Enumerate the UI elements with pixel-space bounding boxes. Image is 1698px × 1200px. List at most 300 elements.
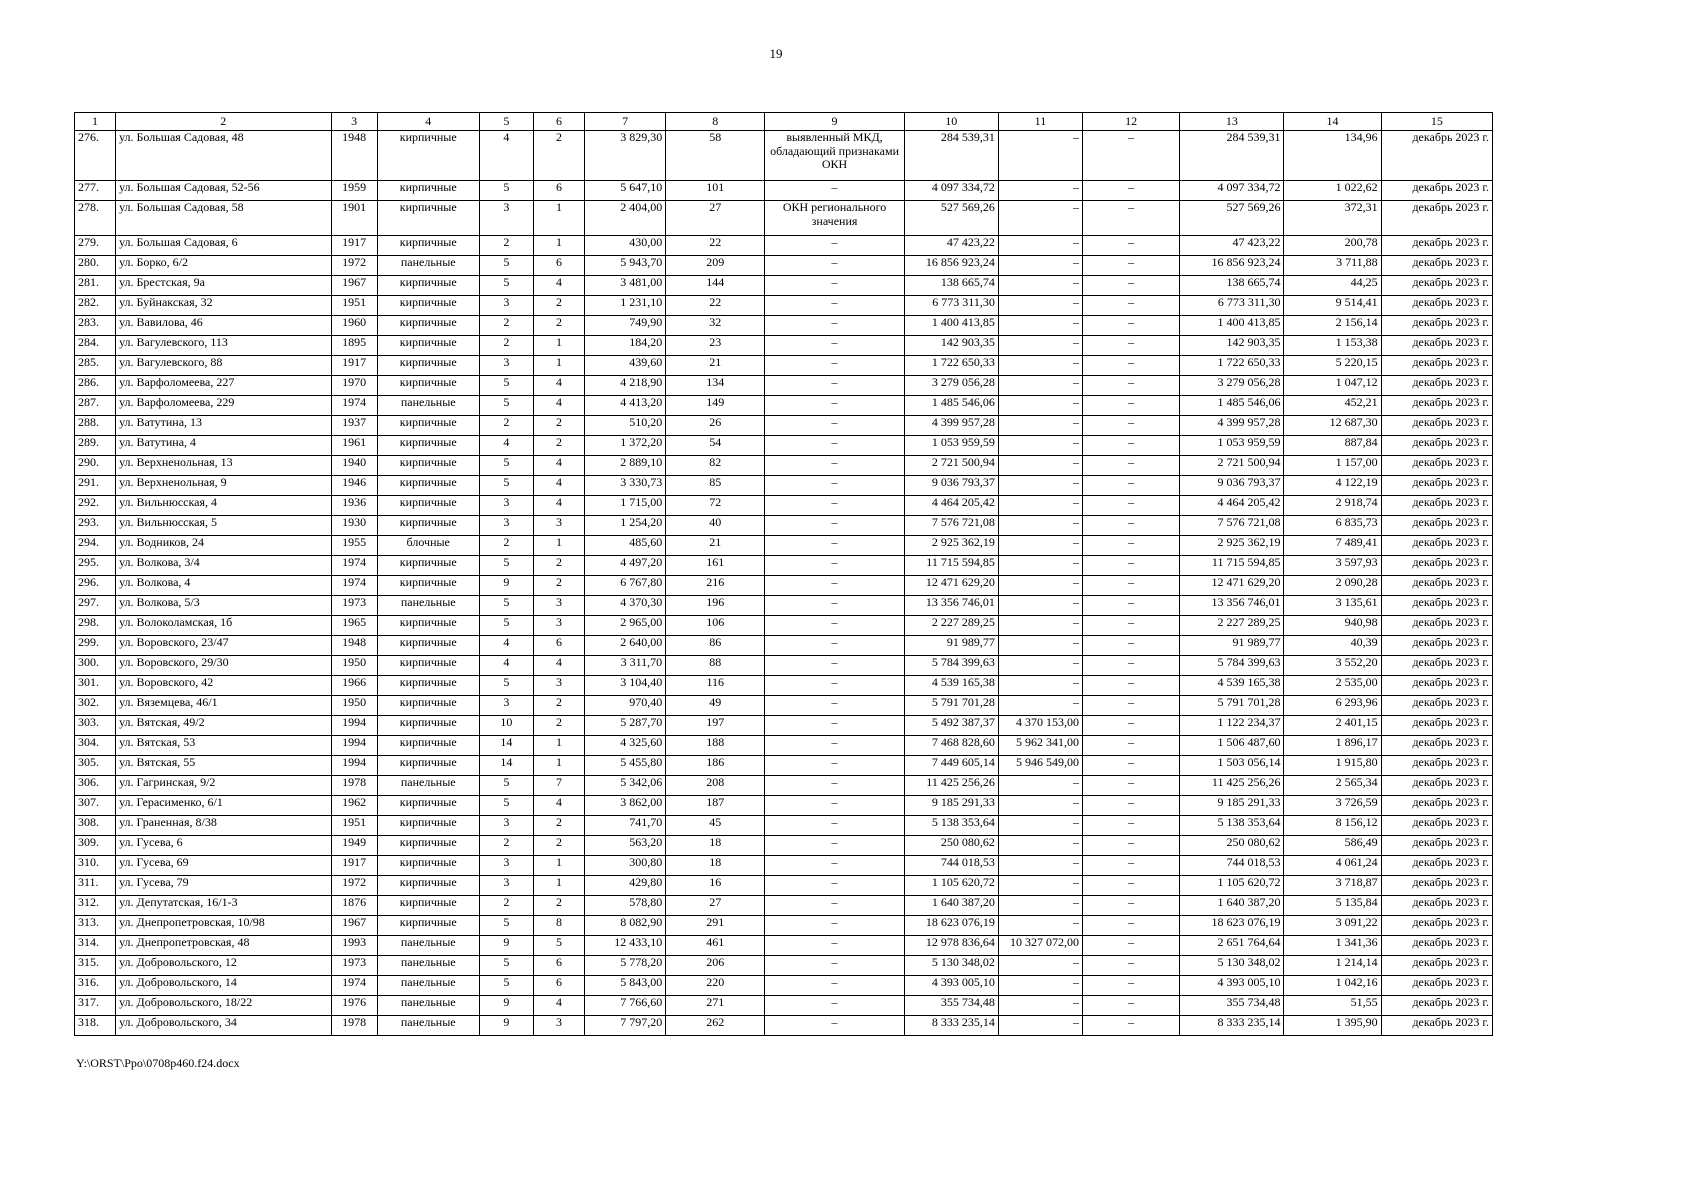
table-row — [75, 456, 1493, 476]
table-cell: 186 — [666, 756, 765, 776]
table-cell: 289. — [75, 436, 116, 456]
table-cell: 1937 — [331, 416, 377, 436]
table-cell: декабрь 2023 г. — [1381, 816, 1492, 836]
table-cell: 3 279 056,28 — [1180, 376, 1284, 396]
table-cell: 5 130 348,02 — [1180, 956, 1284, 976]
table-cell: 18 — [666, 836, 765, 856]
table-cell: панельные — [377, 256, 479, 276]
table-cell: 5 791 701,28 — [904, 696, 998, 716]
table-cell: 4 393 005,10 — [1180, 976, 1284, 996]
table-cell: – — [1083, 956, 1180, 976]
table-cell: – — [998, 1016, 1082, 1036]
table-cell: кирпичные — [377, 476, 479, 496]
table-cell: 9 — [479, 936, 533, 956]
table-cell: – — [765, 776, 904, 796]
table-cell: 1 047,12 — [1284, 376, 1381, 396]
table-cell: 3 — [533, 1016, 584, 1036]
table-cell: 3 — [533, 516, 584, 536]
table-cell: ул. Депутатская, 16/1-3 — [116, 896, 331, 916]
table-cell: декабрь 2023 г. — [1381, 201, 1492, 236]
table-cell: 4 399 957,28 — [904, 416, 998, 436]
table-cell: 4 497,20 — [585, 556, 666, 576]
table-row — [75, 976, 1493, 996]
table-cell: 4 393 005,10 — [904, 976, 998, 996]
table-cell: 300,80 — [585, 856, 666, 876]
table-cell: 2 — [533, 316, 584, 336]
table-cell: ул. Гусева, 69 — [116, 856, 331, 876]
table-cell: кирпичные — [377, 356, 479, 376]
table-cell: – — [765, 316, 904, 336]
table-cell: 220 — [666, 976, 765, 996]
table-row — [75, 436, 1493, 456]
table-cell: 527 569,26 — [904, 201, 998, 236]
table-cell: 2 — [533, 696, 584, 716]
table-cell: декабрь 2023 г. — [1381, 616, 1492, 636]
table-cell: панельные — [377, 956, 479, 976]
table-cell: ул. Воровского, 23/47 — [116, 636, 331, 656]
table-cell: – — [998, 336, 1082, 356]
column-header: 8 — [666, 113, 765, 131]
table-cell: 284 539,31 — [904, 131, 998, 181]
table-cell: 4 464 205,42 — [1180, 496, 1284, 516]
table-cell: 184,20 — [585, 336, 666, 356]
table-cell: декабрь 2023 г. — [1381, 776, 1492, 796]
table-cell: 3 — [479, 296, 533, 316]
table-cell: 1959 — [331, 181, 377, 201]
table-cell: 47 423,22 — [904, 236, 998, 256]
table-cell: 4 — [533, 396, 584, 416]
table-cell: 527 569,26 — [1180, 201, 1284, 236]
table-cell: кирпичные — [377, 316, 479, 336]
table-cell: 7 766,60 — [585, 996, 666, 1016]
table-cell: декабрь 2023 г. — [1381, 716, 1492, 736]
table-cell: декабрь 2023 г. — [1381, 416, 1492, 436]
column-header: 10 — [904, 113, 998, 131]
table-cell: 2 — [533, 131, 584, 181]
table-cell: 5 — [479, 796, 533, 816]
table-cell: кирпичные — [377, 656, 479, 676]
table-cell: 1 122 234,37 — [1180, 716, 1284, 736]
table-cell: 142 903,35 — [1180, 336, 1284, 356]
table-cell: 149 — [666, 396, 765, 416]
table-cell: 298. — [75, 616, 116, 636]
table-cell: 1 395,90 — [1284, 1016, 1381, 1036]
table-cell: – — [998, 796, 1082, 816]
table-cell: 6 293,96 — [1284, 696, 1381, 716]
table-header-row — [75, 113, 1493, 131]
table-cell: 5 962 341,00 — [998, 736, 1082, 756]
table-cell: 284 539,31 — [1180, 131, 1284, 181]
table-cell: панельные — [377, 776, 479, 796]
table-cell: декабрь 2023 г. — [1381, 656, 1492, 676]
table-cell: 2 — [533, 576, 584, 596]
table-cell: – — [765, 636, 904, 656]
table-cell: ул. Водников, 24 — [116, 536, 331, 556]
table-cell: 7 — [533, 776, 584, 796]
table-cell: декабрь 2023 г. — [1381, 356, 1492, 376]
table-cell: 9 514,41 — [1284, 296, 1381, 316]
table-cell: декабрь 2023 г. — [1381, 576, 1492, 596]
table-cell: 5 791 701,28 — [1180, 696, 1284, 716]
table-cell: – — [1083, 616, 1180, 636]
table-row — [75, 916, 1493, 936]
table-cell: 208 — [666, 776, 765, 796]
table-cell: 2 918,74 — [1284, 496, 1381, 516]
table-cell: 5 — [479, 276, 533, 296]
table-row — [75, 516, 1493, 536]
table-cell: – — [765, 556, 904, 576]
table-cell: – — [998, 236, 1082, 256]
table-cell: 318. — [75, 1016, 116, 1036]
column-header: 1 — [75, 113, 116, 131]
table-cell: – — [998, 596, 1082, 616]
table-cell: 461 — [666, 936, 765, 956]
table-cell: – — [998, 476, 1082, 496]
table-cell: 47 423,22 — [1180, 236, 1284, 256]
table-cell: 3 552,20 — [1284, 656, 1381, 676]
table-cell: 1962 — [331, 796, 377, 816]
table-cell: ул. Добровольского, 14 — [116, 976, 331, 996]
table-cell: 749,90 — [585, 316, 666, 336]
table-cell: – — [1083, 276, 1180, 296]
table-cell: – — [1083, 201, 1180, 236]
table-cell: 1 722 650,33 — [1180, 356, 1284, 376]
table-cell: 1 — [533, 336, 584, 356]
table-cell: 315. — [75, 956, 116, 976]
table-cell: 3 — [479, 516, 533, 536]
table-row — [75, 376, 1493, 396]
table-cell: 3 279 056,28 — [904, 376, 998, 396]
table-cell: 4 — [533, 276, 584, 296]
table-cell: 3 829,30 — [585, 131, 666, 181]
housing-table — [74, 112, 1493, 1036]
table-cell: кирпичные — [377, 201, 479, 236]
table-cell: 578,80 — [585, 896, 666, 916]
table-cell: 4 — [479, 656, 533, 676]
table-row — [75, 636, 1493, 656]
table-cell: 1930 — [331, 516, 377, 536]
table-cell: 13 356 746,01 — [904, 596, 998, 616]
table-body — [75, 131, 1493, 1036]
table-cell: ул. Борко, 6/2 — [116, 256, 331, 276]
table-cell: 1 214,14 — [1284, 956, 1381, 976]
table-cell: 1 — [533, 756, 584, 776]
table-cell: 1967 — [331, 916, 377, 936]
table-cell: 7 449 605,14 — [904, 756, 998, 776]
table-cell: 2 — [533, 416, 584, 436]
table-cell: 11 715 594,85 — [1180, 556, 1284, 576]
table-cell: декабрь 2023 г. — [1381, 736, 1492, 756]
table-cell: декабрь 2023 г. — [1381, 536, 1492, 556]
table-cell: декабрь 2023 г. — [1381, 181, 1492, 201]
table-cell: – — [765, 756, 904, 776]
table-cell: 6 — [533, 976, 584, 996]
table-cell: 1895 — [331, 336, 377, 356]
table-cell: 1970 — [331, 376, 377, 396]
table-cell: 12 978 836,64 — [904, 936, 998, 956]
table-cell: – — [998, 201, 1082, 236]
table-cell: выявленный МКД, обладающий признаками ОКН — [765, 131, 904, 181]
table-cell: 1 503 056,14 — [1180, 756, 1284, 776]
table-cell: 4 370,30 — [585, 596, 666, 616]
table-cell: 6 773 311,30 — [1180, 296, 1284, 316]
table-cell: декабрь 2023 г. — [1381, 976, 1492, 996]
table-cell: 1 715,00 — [585, 496, 666, 516]
table-cell: 138 665,74 — [904, 276, 998, 296]
table-cell: 58 — [666, 131, 765, 181]
table-cell: – — [765, 716, 904, 736]
table-cell: 45 — [666, 816, 765, 836]
table-cell: – — [765, 736, 904, 756]
table-cell: 134,96 — [1284, 131, 1381, 181]
table-cell: 12 471 629,20 — [904, 576, 998, 596]
table-row — [75, 736, 1493, 756]
table-row — [75, 996, 1493, 1016]
table-cell: 2 721 500,94 — [1180, 456, 1284, 476]
table-cell: кирпичные — [377, 336, 479, 356]
table-cell: 8 333 235,14 — [1180, 1016, 1284, 1036]
table-cell: декабрь 2023 г. — [1381, 496, 1492, 516]
table-cell: – — [1083, 876, 1180, 896]
table-row — [75, 336, 1493, 356]
table-cell: 5 843,00 — [585, 976, 666, 996]
table-row — [75, 596, 1493, 616]
table-cell: кирпичные — [377, 876, 479, 896]
table-cell: 1949 — [331, 836, 377, 856]
table-cell: 106 — [666, 616, 765, 636]
table-cell: декабрь 2023 г. — [1381, 836, 1492, 856]
table-cell: – — [765, 936, 904, 956]
table-cell: – — [765, 796, 904, 816]
column-header: 13 — [1180, 113, 1284, 131]
table-cell: 1948 — [331, 636, 377, 656]
table-cell: кирпичные — [377, 696, 479, 716]
table-cell: 10 — [479, 716, 533, 736]
column-header: 3 — [331, 113, 377, 131]
table-cell: 32 — [666, 316, 765, 336]
table-cell: 429,80 — [585, 876, 666, 896]
table-cell: 4 325,60 — [585, 736, 666, 756]
table-cell: 4 097 334,72 — [1180, 181, 1284, 201]
table-cell: декабрь 2023 г. — [1381, 596, 1492, 616]
table-cell: – — [765, 1016, 904, 1036]
table-cell: декабрь 2023 г. — [1381, 476, 1492, 496]
table-cell: кирпичные — [377, 736, 479, 756]
table-cell: кирпичные — [377, 416, 479, 436]
table-cell: 4 — [533, 496, 584, 516]
table-cell: 3 — [533, 596, 584, 616]
table-cell: 4 — [533, 996, 584, 1016]
table-cell: 1 053 959,59 — [1180, 436, 1284, 456]
table-cell: 6 — [533, 181, 584, 201]
table-cell: 4 061,24 — [1284, 856, 1381, 876]
table-cell: ул. Вагулевского, 113 — [116, 336, 331, 356]
table-cell: 1972 — [331, 876, 377, 896]
table-cell: ул. Воровского, 42 — [116, 676, 331, 696]
table-cell: – — [1083, 576, 1180, 596]
table-cell: 91 989,77 — [904, 636, 998, 656]
table-row — [75, 1016, 1493, 1036]
table-cell: 2 — [479, 316, 533, 336]
table-cell: 292. — [75, 496, 116, 516]
table-cell: 1 722 650,33 — [904, 356, 998, 376]
table-cell: 2 — [479, 416, 533, 436]
table-cell: 3 597,93 — [1284, 556, 1381, 576]
table-cell: – — [998, 656, 1082, 676]
table-cell: – — [1083, 996, 1180, 1016]
table-cell: – — [1083, 556, 1180, 576]
table-cell: 1960 — [331, 316, 377, 336]
table-row — [75, 476, 1493, 496]
table-cell: 5 — [479, 456, 533, 476]
table-cell: – — [998, 956, 1082, 976]
table-cell: – — [998, 456, 1082, 476]
table-cell: – — [998, 256, 1082, 276]
table-cell: 3 726,59 — [1284, 796, 1381, 816]
table-cell: 280. — [75, 256, 116, 276]
table-cell: 11 425 256,26 — [904, 776, 998, 796]
table-cell: 4 — [533, 476, 584, 496]
table-cell: 1961 — [331, 436, 377, 456]
table-cell: 1 485 546,06 — [904, 396, 998, 416]
table-cell: – — [998, 836, 1082, 856]
table-cell: 1 — [533, 856, 584, 876]
table-cell: ул. Большая Садовая, 6 — [116, 236, 331, 256]
table-cell: 16 — [666, 876, 765, 896]
table-cell: – — [765, 456, 904, 476]
table-cell: 40 — [666, 516, 765, 536]
table-cell: 4 — [533, 376, 584, 396]
table-row — [75, 856, 1493, 876]
table-cell: декабрь 2023 г. — [1381, 376, 1492, 396]
table-cell: – — [998, 856, 1082, 876]
table-cell: 287. — [75, 396, 116, 416]
table-cell: 5 — [479, 596, 533, 616]
table-cell: 16 856 923,24 — [904, 256, 998, 276]
table-cell: 304. — [75, 736, 116, 756]
column-header: 6 — [533, 113, 584, 131]
table-cell: 9 — [479, 576, 533, 596]
table-cell: 82 — [666, 456, 765, 476]
table-cell: – — [998, 496, 1082, 516]
table-cell: 10 327 072,00 — [998, 936, 1082, 956]
table-cell: 27 — [666, 896, 765, 916]
table-cell: – — [1083, 856, 1180, 876]
table-cell: декабрь 2023 г. — [1381, 436, 1492, 456]
table-row — [75, 656, 1493, 676]
table-cell: декабрь 2023 г. — [1381, 996, 1492, 1016]
table-cell: – — [1083, 376, 1180, 396]
table-cell: 276. — [75, 131, 116, 181]
table-cell: декабрь 2023 г. — [1381, 276, 1492, 296]
table-cell: декабрь 2023 г. — [1381, 676, 1492, 696]
table-cell: 216 — [666, 576, 765, 596]
table-cell: 1 231,10 — [585, 296, 666, 316]
table-cell: – — [998, 356, 1082, 376]
table-cell: 1 — [533, 736, 584, 756]
table-cell: 1 341,36 — [1284, 936, 1381, 956]
table-cell: 310. — [75, 856, 116, 876]
table-cell: 187 — [666, 796, 765, 816]
file-path-footer: Y:\ORST\Ppo\0708p460.f24.docx — [76, 1056, 240, 1070]
table-cell: 4 — [533, 796, 584, 816]
table-cell: 4 399 957,28 — [1180, 416, 1284, 436]
table-cell: 250 080,62 — [904, 836, 998, 856]
table-cell: 5 220,15 — [1284, 356, 1381, 376]
table-cell: декабрь 2023 г. — [1381, 296, 1492, 316]
column-header: 11 — [998, 113, 1082, 131]
table-cell: – — [765, 516, 904, 536]
table-cell: 5 946 549,00 — [998, 756, 1082, 776]
table-cell: 3 091,22 — [1284, 916, 1381, 936]
table-cell: декабрь 2023 г. — [1381, 456, 1492, 476]
table-cell: декабрь 2023 г. — [1381, 956, 1492, 976]
table-cell: декабрь 2023 г. — [1381, 916, 1492, 936]
table-cell: 2 — [533, 896, 584, 916]
table-cell: 1973 — [331, 596, 377, 616]
table-cell: 4 218,90 — [585, 376, 666, 396]
table-cell: – — [998, 676, 1082, 696]
table-cell: – — [765, 396, 904, 416]
table-cell: 271 — [666, 996, 765, 1016]
table-cell: 4 — [533, 656, 584, 676]
table-cell: – — [765, 996, 904, 1016]
table-cell: 6 835,73 — [1284, 516, 1381, 536]
table-cell: – — [998, 776, 1082, 796]
table-cell: – — [765, 616, 904, 636]
table-cell: 744 018,53 — [1180, 856, 1284, 876]
table-cell: 1978 — [331, 1016, 377, 1036]
table-cell: – — [1083, 236, 1180, 256]
table-cell: 312. — [75, 896, 116, 916]
table-cell: – — [1083, 356, 1180, 376]
table-cell: 5 — [479, 956, 533, 976]
table-cell: декабрь 2023 г. — [1381, 1016, 1492, 1036]
table-cell: 1 022,62 — [1284, 181, 1381, 201]
table-cell: кирпичные — [377, 676, 479, 696]
table-cell: 5 784 399,63 — [1180, 656, 1284, 676]
table-cell: панельные — [377, 976, 479, 996]
table-cell: кирпичные — [377, 376, 479, 396]
table-cell: – — [765, 181, 904, 201]
table-cell: 4 — [479, 636, 533, 656]
table-cell: 21 — [666, 536, 765, 556]
table-cell: 5 778,20 — [585, 956, 666, 976]
table-cell: – — [1083, 1016, 1180, 1036]
table-cell: 1 254,20 — [585, 516, 666, 536]
table-cell: ул. Ватутина, 4 — [116, 436, 331, 456]
table-cell: – — [765, 656, 904, 676]
table-cell: 1 042,16 — [1284, 976, 1381, 996]
table-cell: ул. Вильнюсская, 4 — [116, 496, 331, 516]
table-cell: ул. Гусева, 6 — [116, 836, 331, 856]
table-cell: 4 097 334,72 — [904, 181, 998, 201]
table-cell: 2 — [479, 536, 533, 556]
table-cell: панельные — [377, 596, 479, 616]
column-header: 7 — [585, 113, 666, 131]
table-cell: 27 — [666, 201, 765, 236]
table-cell: 1 — [533, 876, 584, 896]
table-cell: – — [765, 696, 904, 716]
table-cell: декабрь 2023 г. — [1381, 876, 1492, 896]
table-cell: блочные — [377, 536, 479, 556]
table-cell: – — [1083, 316, 1180, 336]
table-cell: 49 — [666, 696, 765, 716]
table-cell: 1 372,20 — [585, 436, 666, 456]
table-cell: ул. Вяземцева, 46/1 — [116, 696, 331, 716]
table-cell: – — [1083, 636, 1180, 656]
table-cell: 5 — [479, 976, 533, 996]
